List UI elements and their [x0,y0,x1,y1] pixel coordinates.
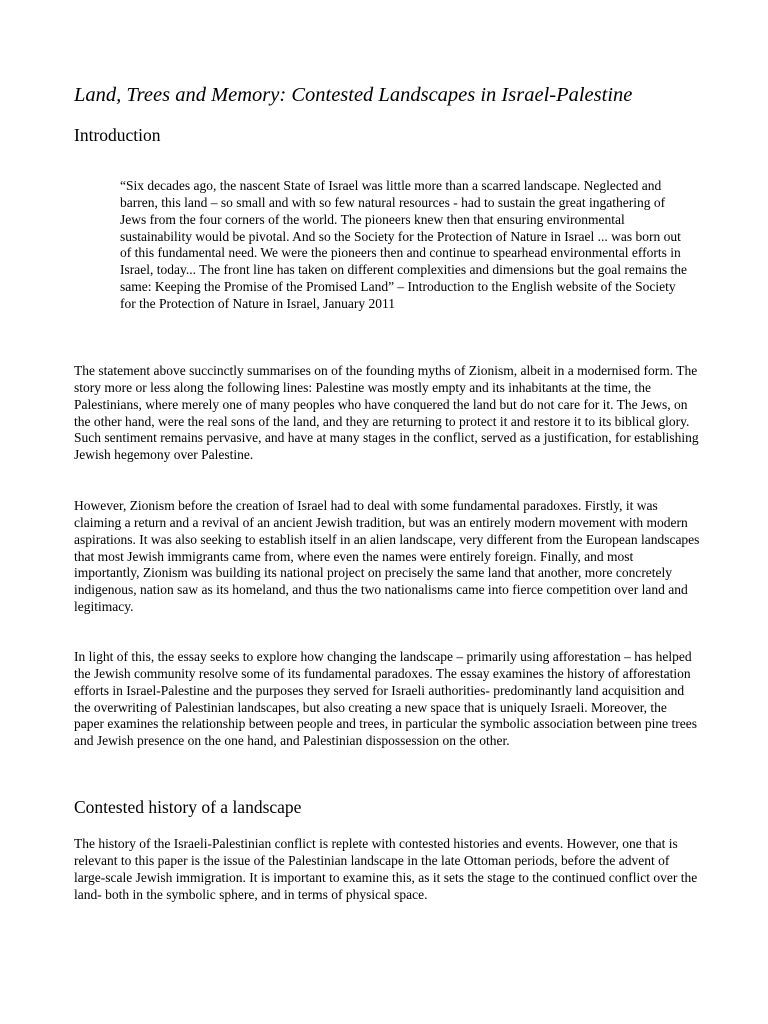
paragraph: However, Zionism before the creation of Israel had to deal with some fundamental paradoxes. Firstly, it was claiming a return and a revival of an ancient Jewish tradition, but was an entirely modern movement with modern aspirations. It was also seeking to establish itself in an alien landscape, very different from the European landscapes that most Jewish immigrants came from, where even the names were entirely foreign. Finally, and most importantly, Zionism was building its national project on precisely the same land that another, more concretely indigenous, nation saw as its homeland, and thus the two nationalisms came into fierce competition over land and legitimacy. [74,498,700,615]
document-title: Land, Trees and Memory: Contested Landscapes in Israel-Palestine [74,84,633,106]
section-heading-contested-history: Contested history of a landscape [74,797,302,817]
section-heading-introduction: Introduction [74,125,161,145]
paragraph: In light of this, the essay seeks to explore how changing the landscape – primarily using afforestation – has helped the Jewish community resolve some of its fundamental paradoxes. The essay examines the history of afforestation efforts in Israel-Palestine and the purposes they served for Israeli authorities- predominantly land acquisition and the overwriting of Palestinian landscapes, but also creating a new space that is uniquely Israeli. Moreover, the paper examines the relationship between people and trees, in particular the symbolic association between pine trees and Jewish presence on the one hand, and Palestinian dispossession on the other. [74,649,698,749]
block-quote: “Six decades ago, the nascent State of Israel was little more than a scarred landscape. Neglected and barren, this land – so small and with so few natural resources - had to sustain the great ingathering of Jews from the four corners of the world. The pioneers knew then that ensuring environmental sustainability would be pivotal. And so the Society for the Protection of Nature in Israel ... was born out of this fundamental need. We were the pioneers then and continue to spearhead environmental efforts in Israel, today... The front line has taken on different complexities and dimensions but the goal remains the same: Keeping the Promise of the Promised Land” – Introduction to the English website of the Society for the Protection of Nature in Israel, January 2011 [120,178,687,311]
paragraph: The statement above succinctly summarises on of the founding myths of Zionism, albeit in a modernised form. The story more or less along the following lines: Palestine was mostly empty and its inhabitants at the time, the Palestinians, where merely one of many peoples who have conquered the land but do not care for it. The Jews, on the other hand, were the real sons of the land, and they are returning to protect it and restore it to its biblical glory. Such sentiment remains pervasive, and have at many stages in the conflict, served as a justification, for establishing Jewish hegemony over Palestine. [74,363,699,463]
paragraph: The history of the Israeli-Palestinian conflict is replete with contested histories and events. However, one that is relevant to this paper is the issue of the Palestinian landscape in the late Ottoman periods, before the advent of large-scale Jewish immigration. It is important to examine this, as it sets the stage to the continued conflict over the land- both in the symbolic sphere, and in terms of physical space. [74,836,698,902]
